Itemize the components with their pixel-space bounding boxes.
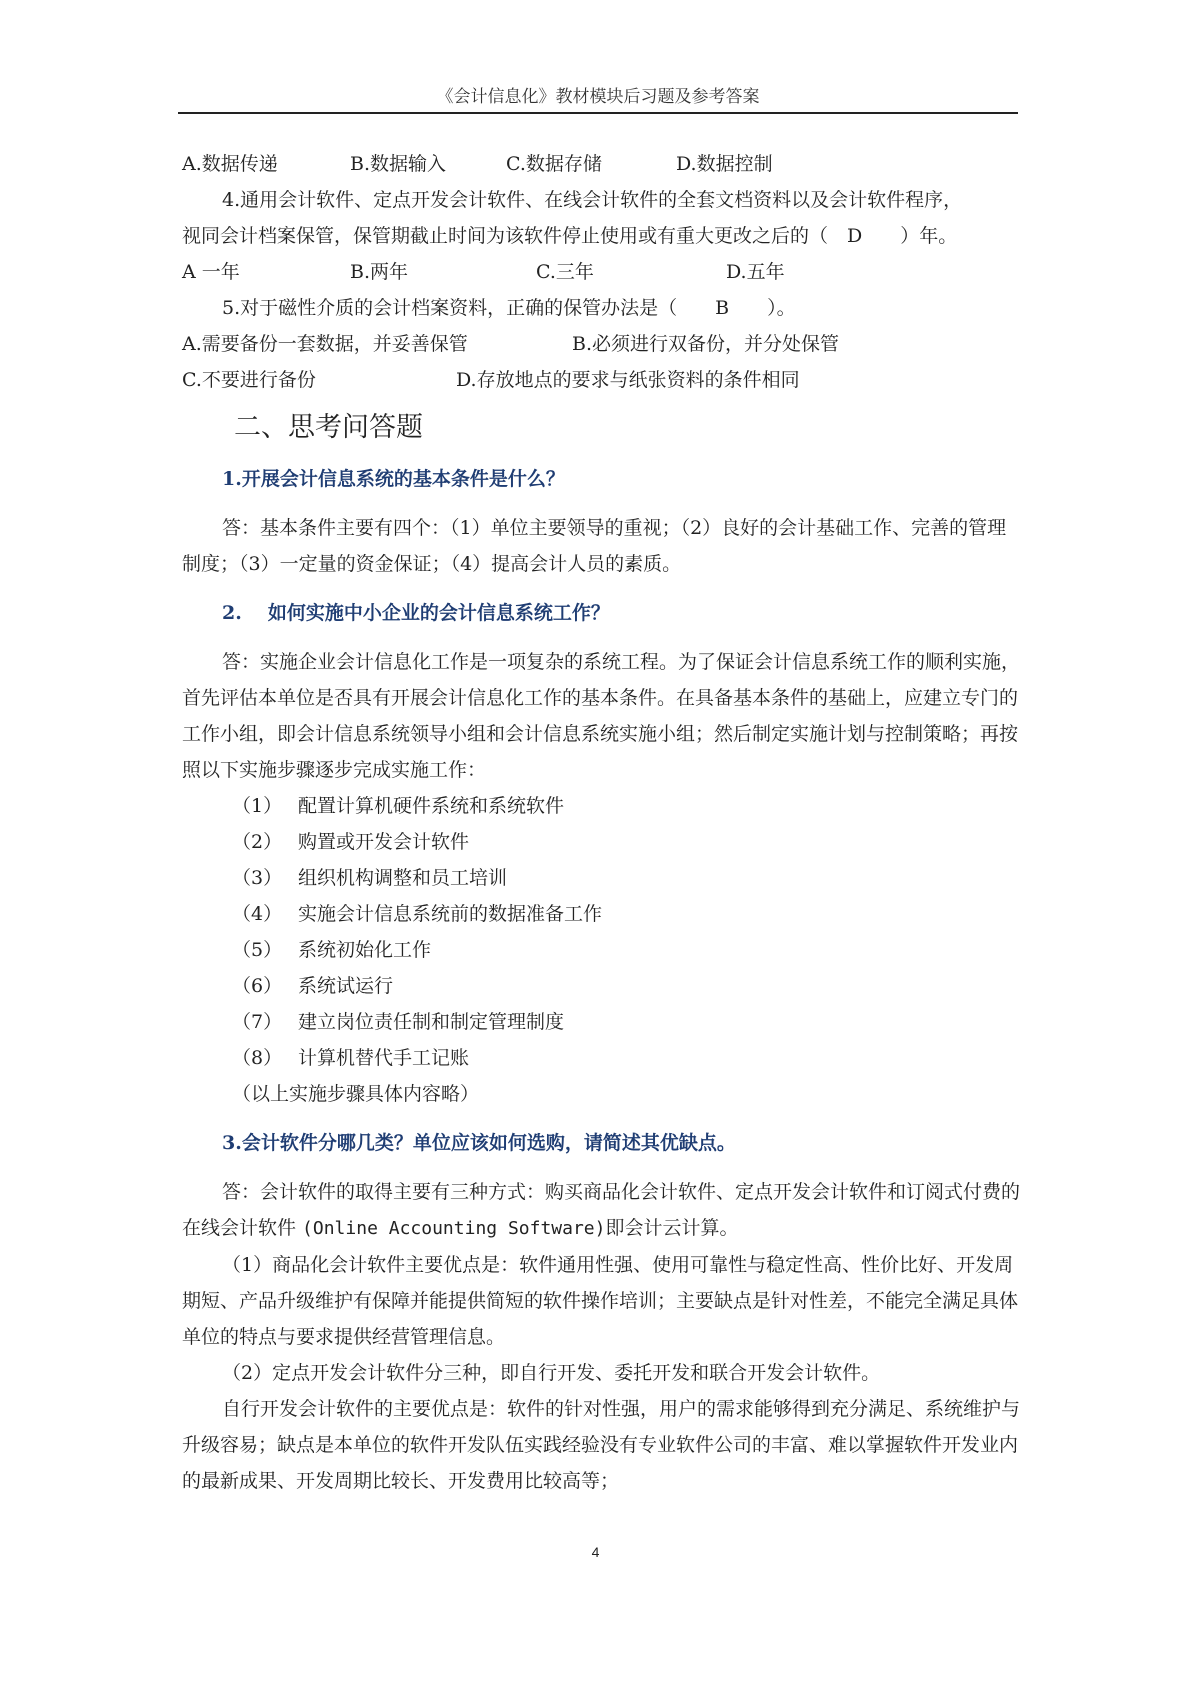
step-text: 建立岗位责任制和制定管理制度 — [298, 1011, 565, 1033]
step-text: 系统试运行 — [298, 975, 394, 997]
q4-option-a: A 一年 — [182, 261, 240, 283]
step-text: 组织机构调整和员工培训 — [298, 867, 508, 889]
question2-title-text: 如何实施中小企业的会计信息系统工作？ — [267, 602, 610, 624]
question3-title: 3.会计软件分哪几类？单位应该如何选购，请简述其优缺点。 — [222, 1132, 736, 1154]
section2-title: 二、思考问答题 — [234, 412, 423, 443]
list-item — [232, 896, 1020, 932]
step-number: （5） — [232, 939, 283, 961]
question3-answer-p1 — [182, 1174, 1020, 1247]
header-title: 《会计信息化》教材模块后习题及参考答案 — [436, 87, 760, 107]
step-number: （3） — [232, 867, 283, 889]
implementation-steps-list — [182, 788, 1020, 1076]
document-body — [182, 146, 1020, 1499]
q5-options-row1 — [182, 326, 1020, 362]
list-item — [232, 932, 1020, 968]
list-item — [232, 824, 1020, 860]
english-term: (Online Accounting Software) — [302, 1218, 606, 1239]
step-text: 系统初始化工作 — [298, 939, 432, 961]
step-text: 实施会计信息系统前的数据准备工作 — [298, 903, 603, 925]
list-item — [232, 788, 1020, 824]
q4-line1: 4.通用会计软件、定点开发会计软件、在线会计软件的全套文档资料以及会计软件程序， — [222, 189, 963, 211]
step-number: （1） — [232, 795, 283, 817]
question1-answer: 答：基本条件主要有四个：（1）单位主要领导的重视；（2）良好的会计基础工作、完善的管理制度；（3）一定量的资金保证；（4）提高会计人员的素质。 — [182, 517, 1007, 575]
question2-number: 2. — [222, 602, 242, 624]
step-number: （2） — [232, 831, 283, 853]
step-number: （8） — [232, 1047, 283, 1069]
q4-options-row — [182, 254, 1020, 290]
q3-option-d: D.数据控制 — [676, 153, 773, 175]
q4-option-c: C.三年 — [536, 261, 594, 283]
q3-options-row — [182, 146, 1020, 182]
step-text: 购置或开发会计软件 — [298, 831, 470, 853]
question3-answer-p4: 自行开发会计软件的主要优点是：软件的针对性强，用户的需求能够得到充分满足、系统维护与升级容易；缺点是本单位的软件开发队伍实践经验没有专业软件公司的丰富、难以掌握软件开发业内的最新成果、开发周期比较长、开发费用比较高等； — [182, 1398, 1021, 1492]
step-number: （6） — [232, 975, 283, 997]
step-number: （4） — [232, 903, 283, 925]
q3-option-a: A.数据传递 — [182, 153, 278, 175]
q4-option-b: B.两年 — [350, 261, 409, 283]
page-header — [178, 82, 1018, 114]
q5-option-a: A.需要备份一套数据，并妥善保管 — [182, 333, 468, 355]
q5-option-d: D.存放地点的要求与纸张资料的条件相同 — [456, 369, 800, 391]
list-item — [232, 968, 1020, 1004]
q3-option-c: C.数据存储 — [506, 153, 602, 175]
q5-option-c: C.不要进行备份 — [182, 369, 316, 391]
step-number: （7） — [232, 1011, 283, 1033]
steps-note: （以上实施步骤具体内容略） — [232, 1083, 480, 1105]
list-item — [232, 1004, 1020, 1040]
q5-option-b: B.必须进行双备份，并分处保管 — [572, 333, 840, 355]
page-number: 4 — [591, 1544, 600, 1560]
question2-answer: 答：实施企业会计信息化工作是一项复杂的系统工程。为了保证会计信息系统工作的顺利实施，首先评估本单位是否具有开展会计信息化工作的基本条件。在具备基本条件的基础上，应建立专门的工作小组，即会计信息系统领导小组和会计信息系统实施小组；然后制定实施计划与控制策略；再按照以下实施步骤逐步完成实施工作： — [182, 651, 1021, 781]
answer-text: 答：会计软件的取得主要有三种方式：购买商品化会计软件、定点开发会计软件和订阅式付费的在线会计软件 — [182, 1181, 1021, 1239]
q3-option-b: B.数据输入 — [350, 153, 447, 175]
list-item — [232, 860, 1020, 896]
question3-answer-p3: （2）定点开发会计软件分三种，即自行开发、委托开发和联合开发会计软件。 — [222, 1362, 881, 1384]
q4-option-d: D.五年 — [726, 261, 785, 283]
step-text: 配置计算机硬件系统和系统软件 — [298, 795, 565, 817]
answer-text: 即会计云计算。 — [605, 1217, 739, 1239]
list-item — [232, 1040, 1020, 1076]
q5-stem: 5.对于磁性介质的会计档案资料，正确的保管办法是（ B ）。 — [222, 297, 796, 319]
question3-answer-p2: （1）商品化会计软件主要优点是：软件通用性强、使用可靠性与稳定性高、性价比好、开发周期短、产品升级维护有保障并能提供简短的软件操作培训；主要缺点是针对性差，不能完全满足具体单位的特点与要求提供经营管理信息。 — [182, 1254, 1019, 1348]
question2-title — [222, 598, 1020, 628]
q5-options-row2 — [182, 362, 1020, 398]
q4-line2: 视同会计档案保管，保管期截止时间为该软件停止使用或有重大更改之后的（ D ）年。 — [182, 225, 958, 247]
question1-title: 1.开展会计信息系统的基本条件是什么？ — [222, 468, 565, 490]
step-text: 计算机替代手工记账 — [298, 1047, 470, 1069]
